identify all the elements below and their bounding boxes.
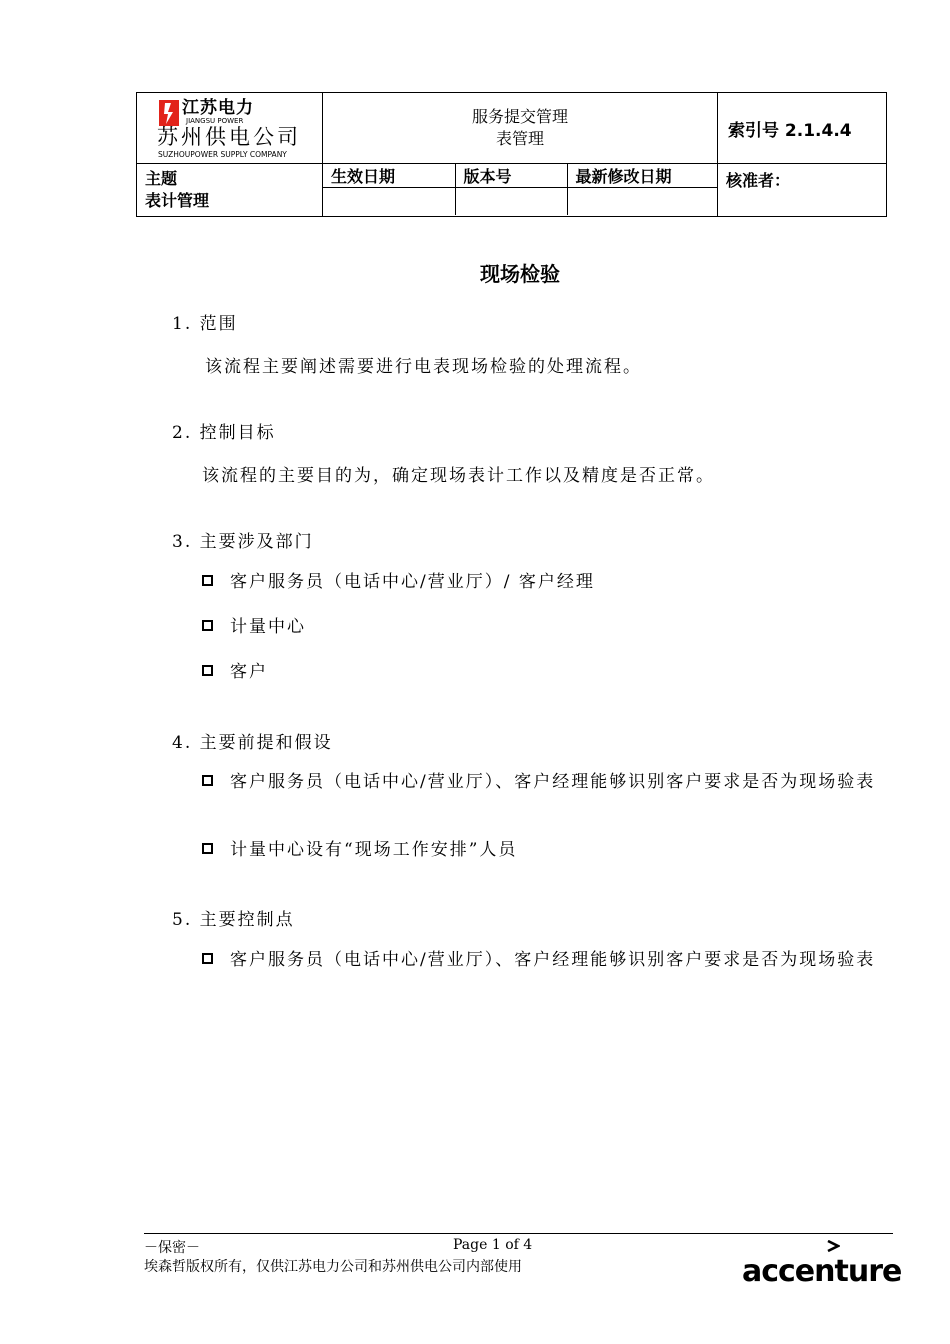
effective-date-label: 生效日期: [323, 164, 455, 188]
section-heading: 3. 主要涉及部门: [172, 532, 314, 552]
section-heading: 5. 主要控制点: [172, 910, 295, 930]
header-title-line2: 表管理: [495, 129, 544, 148]
subject-label: 主题: [145, 169, 178, 188]
list-item: 计量中心: [202, 615, 902, 639]
footer-divider: [144, 1233, 893, 1234]
subject-cell: [137, 164, 323, 217]
accenture-logo: [740, 1240, 902, 1290]
subject-value: 表计管理: [145, 191, 210, 210]
list-item: 客户服务员（电话中心/营业厅）/ 客户经理: [202, 570, 902, 594]
checkbox-bullet-icon: [202, 575, 213, 586]
section-heading: 2. 控制目标: [172, 423, 276, 443]
copyright-notice: 埃森哲版权所有，仅供江苏电力公司和苏州供电公司内部使用: [144, 1259, 522, 1275]
confidential-label: －保密－: [144, 1240, 200, 1256]
company-logo: [159, 98, 309, 160]
checkbox-bullet-icon: [202, 620, 213, 631]
last-modified-value: [567, 188, 717, 216]
list-item: 客户: [202, 660, 902, 684]
logo-cn-small: 江苏电力: [182, 98, 254, 118]
header-title-line1: 服务提交管理: [471, 107, 568, 126]
logo-cell: [137, 93, 323, 164]
section-heading: 1. 范围: [172, 314, 238, 334]
logo-en-sub: SUZHOUPOWER SUPPLY COMPANY: [158, 150, 287, 159]
list-item: 客户服务员（电话中心/营业厅）、客户经理能够识别客户要求是否为现场验表: [202, 948, 902, 972]
jiangsu-power-logo-icon: [159, 100, 179, 126]
list-item: 客户服务员（电话中心/营业厅）、客户经理能够识别客户要求是否为现场验表: [202, 770, 902, 794]
checkbox-bullet-icon: [202, 843, 213, 854]
list-item: 计量中心设有“现场工作安排”人员: [202, 838, 902, 862]
meta-table: [323, 164, 717, 215]
section-paragraph: 该流程的主要目的为，确定现场表计工作以及精度是否正常。: [202, 466, 715, 486]
checkbox-bullet-icon: [202, 665, 213, 676]
header-title-cell: [323, 93, 718, 164]
logo-cn-big: 苏州供电公司: [157, 125, 301, 149]
logo-en-small: JIANGSU POWER: [186, 117, 244, 125]
section-paragraph: 该流程主要阐述需要进行电表现场检验的处理流程。: [205, 357, 642, 377]
accenture-chevron-icon: [826, 1240, 840, 1254]
approver-label: 核准者：: [718, 164, 887, 217]
accenture-wordmark: accenture: [742, 1254, 902, 1289]
section-heading: 4. 主要前提和假设: [172, 733, 333, 753]
page-number: Page 1 of 4: [453, 1237, 533, 1253]
last-modified-label: 最新修改日期: [567, 164, 717, 188]
version-label: 版本号: [455, 164, 567, 188]
header-table: [136, 92, 887, 217]
meta-cell: [323, 164, 718, 217]
effective-date-value: [323, 188, 455, 216]
document-title: 现场检验: [480, 262, 560, 286]
checkbox-bullet-icon: [202, 953, 213, 964]
version-value: [455, 188, 567, 216]
index-number: 索引号 2.1.4.4: [718, 93, 887, 164]
checkbox-bullet-icon: [202, 775, 213, 786]
